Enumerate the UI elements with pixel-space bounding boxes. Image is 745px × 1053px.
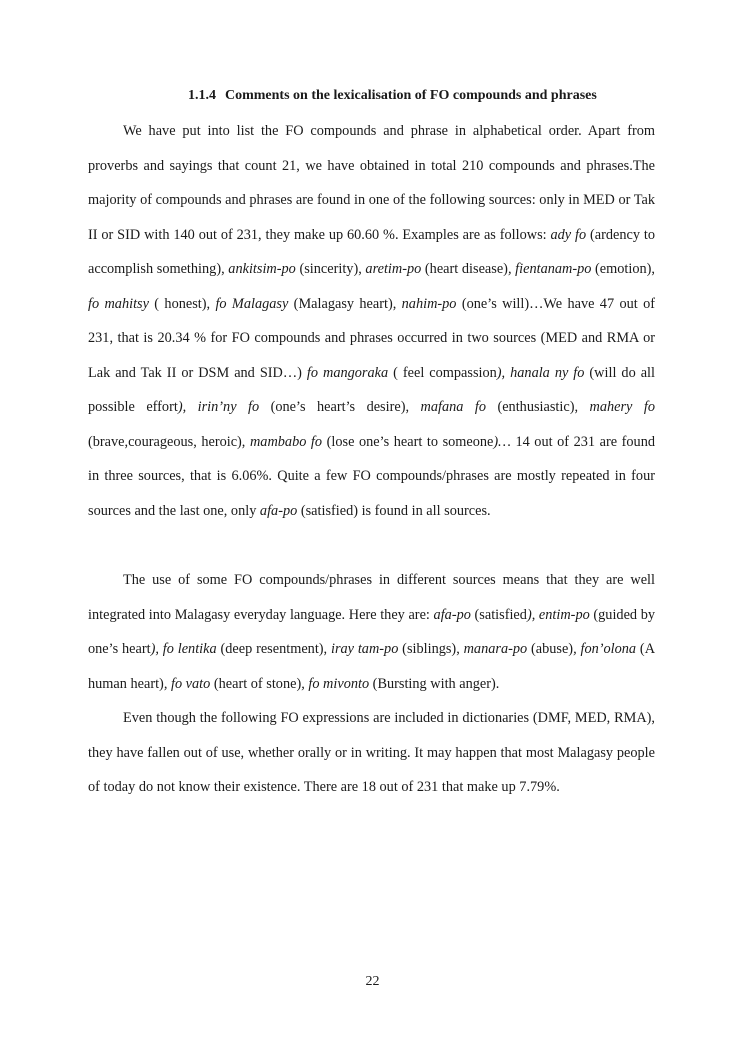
- text-run: (enthusiastic),: [485, 399, 590, 415]
- italic-term: , fo vato: [163, 675, 211, 692]
- italic-term: , fo mivonto: [301, 675, 370, 692]
- italic-term: afa-po: [259, 502, 298, 519]
- italic-term: ), hanala ny fo: [496, 364, 585, 381]
- page-number: 22: [365, 974, 380, 989]
- italic-term: )…: [493, 433, 511, 450]
- italic-term: mahery fo: [589, 399, 655, 415]
- italic-term: ), irin’ny fo: [177, 399, 260, 415]
- italic-term: iray tam-po: [330, 641, 399, 657]
- section-heading: [188, 88, 597, 104]
- italic-term: ankitsim-po: [228, 261, 296, 277]
- italic-term: , fon’olona: [573, 641, 637, 657]
- text-run: (satisfied: [470, 606, 527, 623]
- italic-term: fo mangoraka: [306, 364, 389, 381]
- text-run: We have put into list the FO compounds and phrase in alphabetical order. Apart from proverbs and sayings that count 21, we have obtained in total 210 compounds and phrases.The majority of compounds and phrases are found in one of the following sources: only in MED or Tak II or SID with 140 out of 231, they make up 60.60 %. Examples are as follows:: [88, 123, 655, 243]
- text-run: (heart disease): [421, 261, 508, 277]
- section-number: 1.1.4: [188, 88, 216, 103]
- text-run: (Bursting with anger).: [369, 675, 500, 692]
- text-run: (siblings),: [398, 641, 464, 657]
- paragraph-text: [88, 114, 655, 528]
- text-run: (deep resentment),: [216, 641, 331, 657]
- text-run: (one’s heart’s desire),: [259, 399, 421, 415]
- text-run: 14 out of 231 are found in three sources, that is 6.06%. Quite a few FO compounds/phrases are mostly repeated in four sources and the last one, only: [88, 433, 656, 519]
- text-run: The use of some FO compounds/phrases in different sources means that they are well integrated into Malagasy everyday language. Here they are:: [88, 572, 655, 623]
- text-run: (guided by one’s heart: [88, 606, 656, 657]
- text-run: ( honest),: [148, 295, 216, 312]
- paragraph-text: [88, 563, 655, 701]
- italic-term: aretim-po: [365, 261, 422, 277]
- paragraph-obsolete-expressions: [88, 701, 655, 805]
- italic-term: mambabo fo: [249, 433, 323, 450]
- paragraph-integrated-compounds: [88, 563, 655, 701]
- text-run: (satisfied) is found in all sources.: [297, 502, 491, 519]
- text-run: ( feel compassion: [388, 364, 497, 381]
- text-run: (one’s will)…We have 47 out of 231, that is 20.34 % for FO compounds and phrases occurred in two sources (MED and RMA or Lak and Tak II or DSM and SID…): [88, 295, 655, 381]
- paragraph-text: [88, 701, 655, 805]
- italic-term: ), entim-po: [526, 606, 590, 623]
- section-title: Comments on the lexicalisation of FO compounds and phrases: [225, 88, 597, 103]
- italic-term: mafana fo: [420, 399, 486, 415]
- text-run: (Malagasy heart),: [288, 295, 402, 312]
- italic-term: ady fo: [550, 226, 587, 243]
- text-run: (A human heart): [88, 641, 656, 692]
- text-run: (sincerity),: [295, 261, 366, 277]
- italic-term: , fientanam-po: [507, 261, 592, 277]
- text-run: Even though the following FO expressions are included in dictionaries (DMF, MED, RMA), they have fallen out of use, whether orally or in writing. It may happen that most Malagasy people of today do not know their existence. There are 18 out of 231 that make up 7.79%.: [88, 710, 655, 795]
- paragraph-lexicalisation-stats: [88, 114, 655, 528]
- text-run: (ardency to accomplish something),: [88, 226, 655, 277]
- text-run: (heart of stone): [210, 675, 302, 692]
- text-run: (emotion),: [591, 261, 655, 277]
- text-run: (abuse): [527, 641, 574, 657]
- italic-term: afa-po: [433, 606, 471, 623]
- text-run: (lose one’s heart to someone: [322, 433, 494, 450]
- italic-term: ), fo lentika: [150, 641, 217, 657]
- italic-term: nahim-po: [401, 295, 457, 312]
- text-run: (brave,courageous, heroic),: [88, 433, 250, 450]
- italic-term: fo Malagasy: [215, 295, 289, 312]
- italic-term: manara-po: [463, 641, 528, 657]
- text-run: (will do all possible effort: [88, 364, 655, 415]
- italic-term: fo mahitsy: [88, 295, 149, 312]
